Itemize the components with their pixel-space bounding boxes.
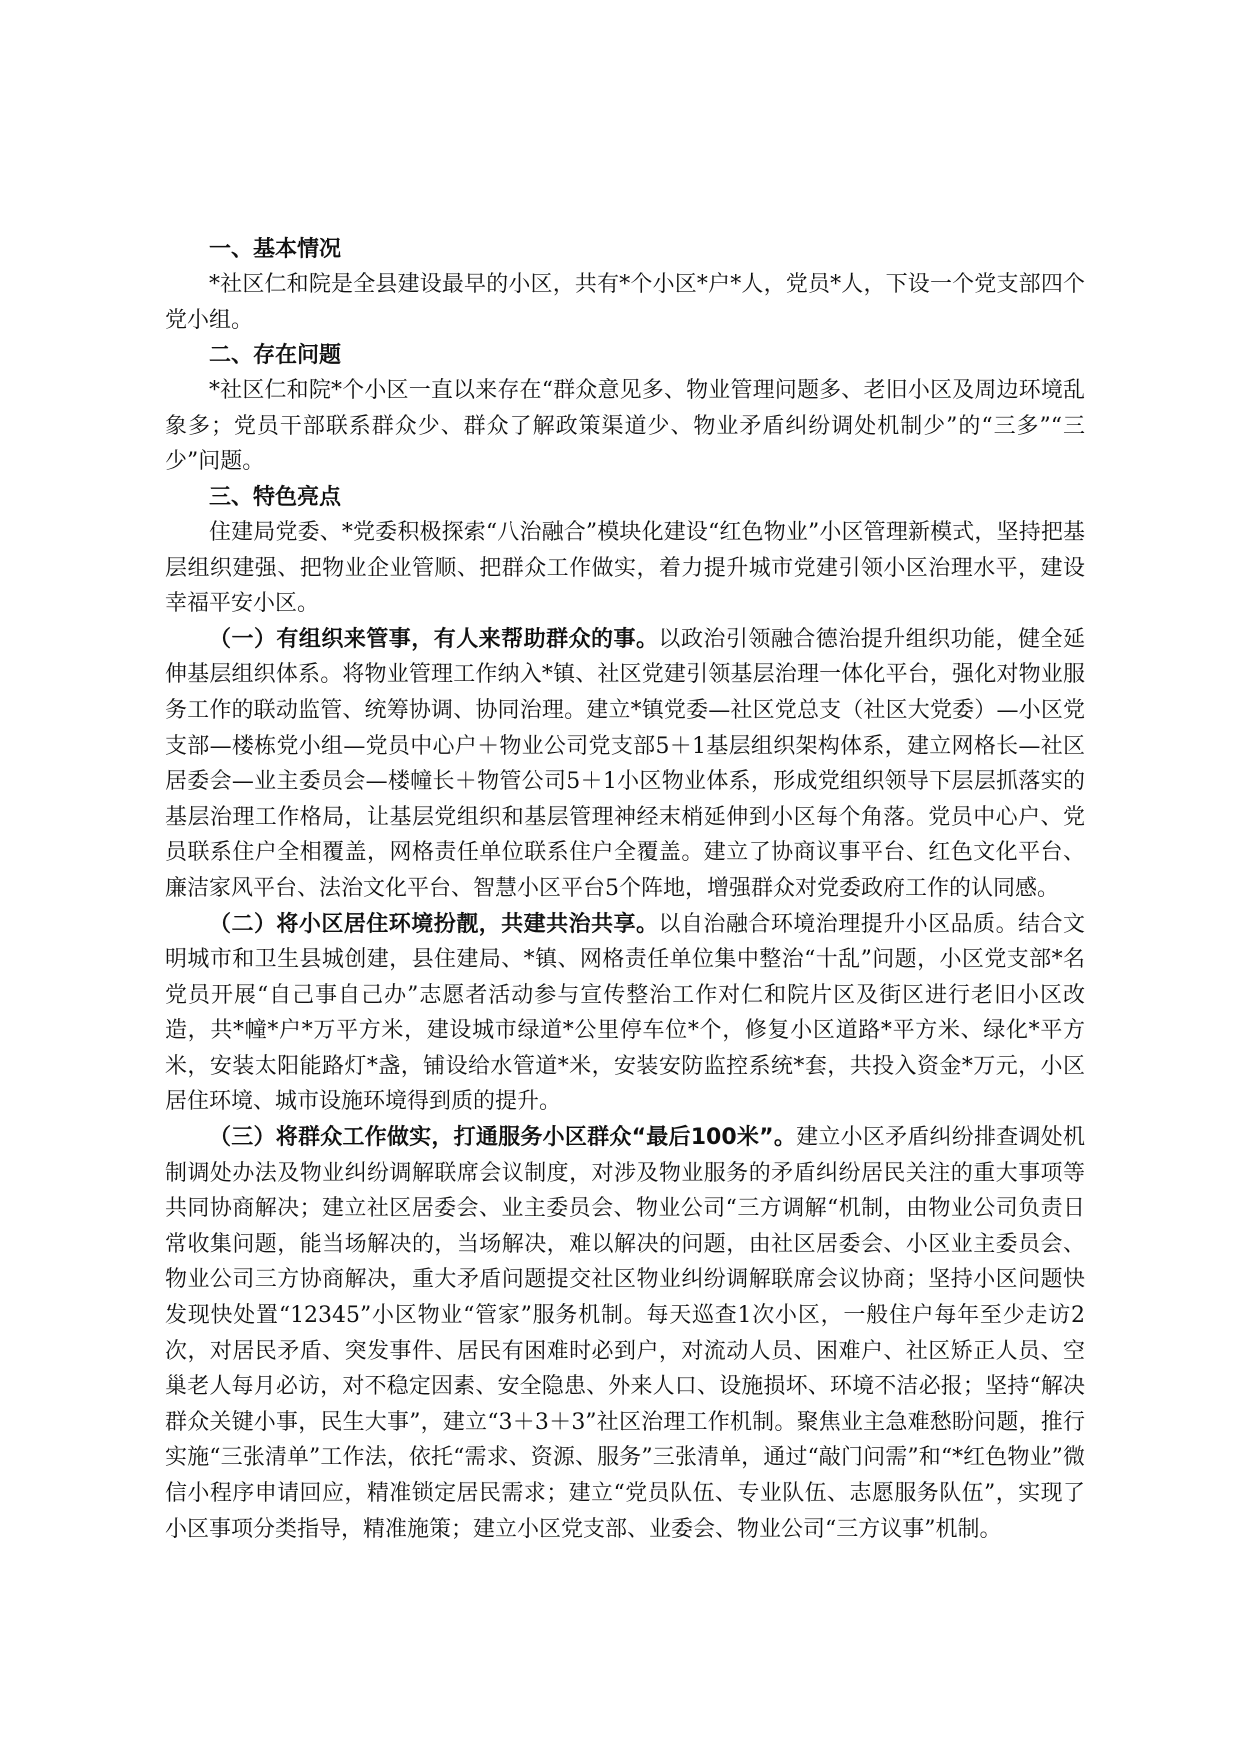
- highlight-3-lead: （三）将群众工作做实，打通服务小区群众“最后100米”。: [209, 1125, 797, 1151]
- paragraph-highlight-3: [165, 1120, 1085, 1547]
- section-heading-basic: 一、基本情况: [209, 237, 342, 262]
- highlight-3-body: 建立小区矛盾纠纷排查调处机制调处办法及物业纠纷调解联席会议制度，对涉及物业服务的矛盾纠纷居民关注的重大事项等共同协商解决；建立社区居委会、业主委员会、物业公司“三方调解“机制，由物业公司负责日常收集问题，能当场解决的，当场解决，难以解决的问题，由社区居委会、小区业主委员会、物业公司三方协商解决，重大矛盾问题提交社区物业纠纷调解联席会议协商；坚持小区问题快发现快处置“12345”小区物业“管家”服务机制。每天巡查1次小区，一般住户每年至少走访2次，对居民矛盾、突发事件、居民有困难时必到户，对流动人员、困难户、社区矫正人员、空巢老人每月必访，对不稳定因素、安全隐患、外来人口、设施损坏、环境不洁必报；坚持“解决群众关键小事，民生大事”，建立“3＋3＋3”社区治理工作机制。聚焦业主急难愁盼问题，推行实施“三张清单”工作法，依托“需求、资源、服务”三张清单，通过“敲门问需”和“*红色物业”微信小程序申请回应，精准锁定居民需求；建立“党员队伍、专业队伍、志愿服务队伍”，实现了小区事项分类指导，精准施策；建立小区党支部、业委会、物业公司“三方议事”机制。: [165, 1125, 1085, 1542]
- highlight-2-body: 以自治融合环境治理提升小区品质。结合文明城市和卫生县城创建，县住建局、*镇、网格责任单位集中整治“十乱”问题，小区党支部*名党员开展“自己事自己办”志愿者活动参与宣传整治工作对仁和院片区及街区进行老旧小区改造，共*幢*户*万平方米，建设城市绿道*公里停车位*个，修复小区道路*平方米、绿化*平方米，安装太阳能路灯*盏，铺设给水管道*米，安装安防监控系统*套，共投入资金*万元，小区居住环境、城市设施环境得到质的提升。: [165, 911, 1085, 1115]
- document-body: [165, 232, 1085, 1547]
- paragraph-problems: *社区仁和院*个小区一直以来存在“群众意见多、物业管理问题多、老旧小区及周边环境乱象多；党员干部联系群众少、群众了解政策渠道少、物业矛盾纠纷调处机制少”的“三多”“三少”问题。: [165, 378, 1085, 475]
- highlight-1-lead: （一）有组织来管事，有人来帮助群众的事。: [209, 626, 659, 652]
- paragraph-highlight-1: [165, 622, 1085, 907]
- section-heading-problems: 二、存在问题: [209, 343, 342, 369]
- paragraph-highlight-2: [165, 907, 1085, 1121]
- highlight-2-lead: （二）将小区居住环境扮靓，共建共治共享。: [209, 911, 659, 937]
- highlight-1-body: 以政治引领融合德治提升组织功能，健全延伸基层组织体系。将物业管理工作纳入*镇、社区党建引领基层治理一体化平台，强化对物业服务工作的联动监管、统筹协调、协同治理。建立*镇党委—社区党总支（社区大党委）—小区党支部—楼栋党小组—党员中心户＋物业公司党支部5＋1基层组织架构体系，建立网格长—社区居委会—业主委员会—楼幢长＋物管公司5＋1小区物业体系，形成党组织领导下层层抓落实的基层治理工作格局，让基层党组织和基层管理神经末梢延伸到小区每个角落。党员中心户、党员联系住户全相覆盖，网格责任单位联系住户全覆盖。建立了协商议事平台、红色文化平台、廉洁家风平台、法治文化平台、智慧小区平台5个阵地，增强群众对党委政府工作的认同感。: [165, 626, 1085, 901]
- paragraph-highlights-intro: 住建局党委、*党委积极探索“八治融合”模块化建设“红色物业”小区管理新模式，坚持把基层组织建强、把物业企业管顺、把群众工作做实，着力提升城市党建引领小区治理水平，建设幸福平安小区。: [165, 519, 1085, 617]
- section-heading-highlights: 三、特色亮点: [209, 484, 342, 510]
- paragraph-basic: *社区仁和院是全县建设最早的小区，共有*个小区*户*人，党员*人，下设一个党支部四个党小组。: [165, 272, 1085, 333]
